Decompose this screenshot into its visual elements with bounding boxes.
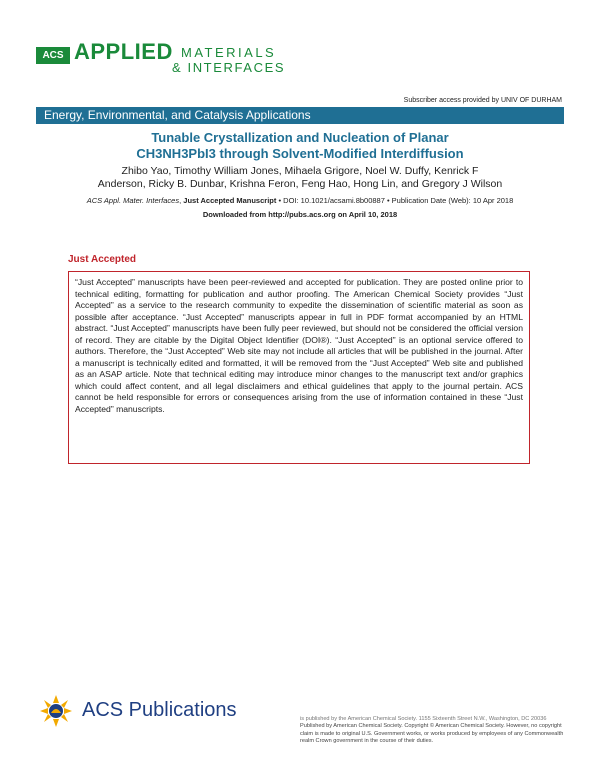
article-title — [36, 130, 564, 162]
article-title-line-1: Tunable Crystallization and Nucleation of Planar — [151, 130, 449, 145]
downloaded-notice: Downloaded from http://pubs.acs.org on April 10, 2018 — [202, 210, 398, 219]
article-authors — [36, 165, 564, 191]
citation-doi: • DOI: 10.1021/acsami.8b00887 • Publication Date (Web): 10 Apr 2018 — [276, 196, 514, 205]
just-accepted-heading: Just Accepted — [68, 254, 136, 265]
subscriber-notice: Subscriber access provided by UNIV OF DURHAM — [403, 97, 562, 104]
acs-publications-wordmark: ACS Publications — [82, 699, 237, 721]
acs-publications-logo-icon — [36, 693, 76, 729]
citation-journal: ACS Appl. Mater. Interfaces — [86, 196, 180, 205]
footer-note-line-1: is published by the American Chemical Society. 1155 Sixteenth Street N.W., Washington, DC 20036 — [300, 716, 547, 722]
section-label: Energy, Environmental, and Catalysis Applications — [44, 108, 311, 122]
citation-status: Just Accepted Manuscript — [183, 196, 277, 205]
section-banner — [36, 107, 564, 124]
acs-badge-logo: ACS — [36, 47, 70, 64]
authors-line-1: Zhibo Yao, Timothy William Jones, Mihaela Grigore, Noel W. Duffy, Kenrick F — [121, 165, 479, 177]
journal-name-materials: MATERIALS — [181, 45, 277, 60]
article-citation: ACS Appl. Mater. Interfaces, Just Accepted Manuscript • DOI: 10.1021/acsami.8b00887 • Publication Date (Web): 10 Apr 2018 — [86, 196, 514, 205]
just-accepted-text: “Just Accepted” manuscripts have been peer-reviewed and accepted for publication. They are posted online prior to technical editing, formatting for publication and author proofing. The American Chemical Society provides “Just Accepted” as a service to the research community to expedite the dissemination of scientific material as soon as possible after acceptance. “Just Accepted” manuscripts appear in full in PDF format accompanied by an HTML abstract. “Just Accepted” manuscripts have been fully peer reviewed, but should not be considered the official version of record. They are citable by the Digital Object Identifier (DOI®). “Just Accepted” is an optional service offered to authors. Therefore, the “Just Accepted” Web site may not include all articles that will be published in the journal. After a manuscript is technically edited and formatted, it will be removed from the “Just Accepted” Web site and published as an ASAP article. Note that technical editing may introduce minor changes to the manuscript text and/or graphics which could affect content, and all legal disclaimers and ethical guidelines that apply to the journal pertain. ACS cannot be held responsible for errors or consequences arising from the use of information contained in these “Just Accepted” manuscripts. — [75, 277, 523, 414]
journal-name-applied: APPLIED — [74, 39, 173, 64]
journal-name-interfaces: & INTERFACES — [172, 60, 286, 75]
article-title-line-2: CH3NH3PbI3 through Solvent-Modified Interdiffusion — [136, 146, 464, 161]
footer-copyright-notes — [300, 716, 568, 746]
footer-note-line-2: Published by American Chemical Society. Copyright © American Chemical Society. However, no copyright claim is made to original U.S. Government works, or works produced by employees of any Commonwealth realm Crown government in the course of their duties. — [300, 723, 564, 745]
authors-line-2: Anderson, Ricky B. Dunbar, Krishna Feron, Feng Hao, Hong Lin, and Gregory J Wilson — [97, 178, 503, 190]
just-accepted-box — [68, 271, 530, 464]
